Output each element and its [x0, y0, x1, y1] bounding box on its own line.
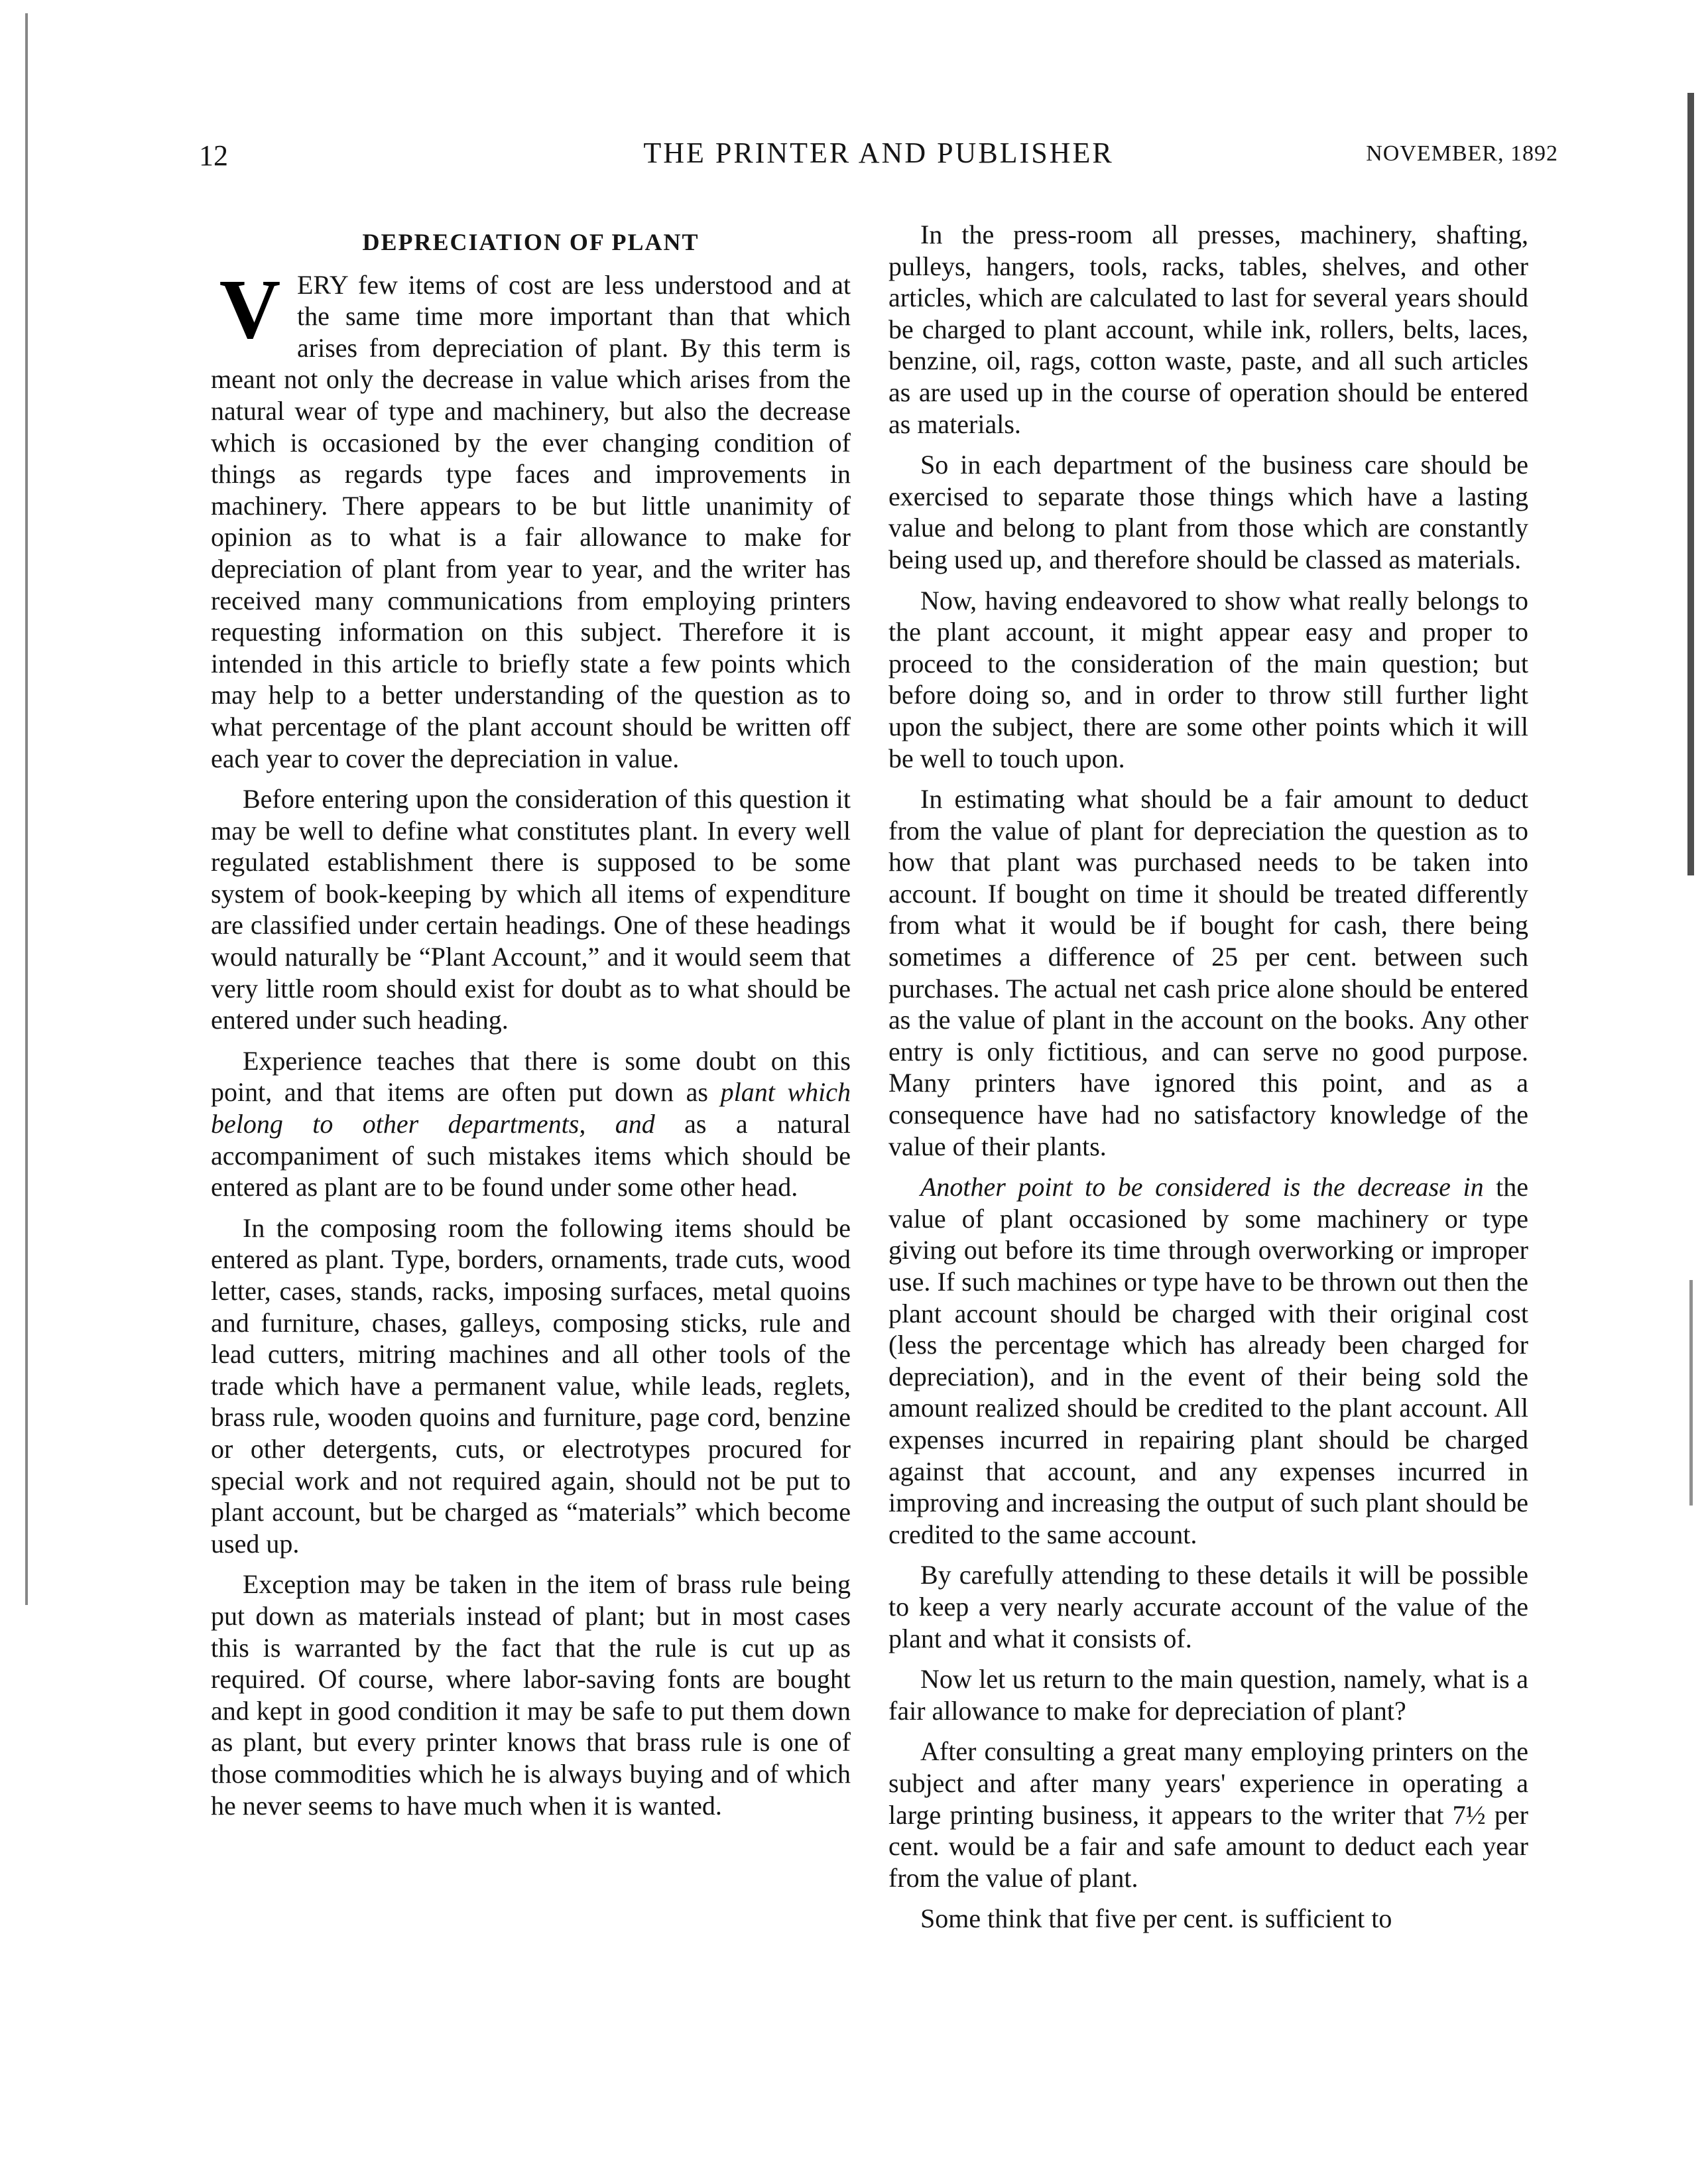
scan-edge-right-lower: [1689, 1280, 1693, 1506]
drop-cap-ornament: V: [219, 261, 281, 356]
paragraph: Now let us return to the main question, namely, what is a fair allowance to make for depreciation of plant?: [888, 1664, 1528, 1726]
paragraph: Before entering upon the consideration of this question it may be well to define what constitutes plant. In every well regulated establishment there is supposed to be some system of book-keeping by which all items of expenditure are classified under certain headings. One of these headings would naturally be “Plant Account,” and it would seem that very little room should exist for doubt as to what should be entered under such heading.: [211, 784, 851, 1035]
scan-edge-left: [25, 13, 28, 1605]
paragraph: [211, 261, 851, 775]
italic-text: plant which belong to other departments, and: [211, 1077, 851, 1139]
paragraph-text: the value of plant occasioned by some machinery or type giving out before its time through overworking or improper use. If such machines or type have to be thrown out then the plant account should be charged with their original cost (less the percentage which has already been charged for depreciation), and in the event of their being sold the amount realized should be credited to the plant account. All expenses incurred in repairing plant should be charged against that account, and any expenses incurred in improving and increasing the output of such plant should be credited to the same account.: [888, 1172, 1529, 1549]
paragraph-text: Experience teaches that there is some doubt on this point, and that items are often put down as: [211, 1045, 851, 1108]
scan-edge-right: [1687, 93, 1694, 875]
paragraph: So in each department of the business care should be exercised to separate those things which have a lasting value and belong to plant from those which are constantly being used up, and therefore should be classed as materials.: [888, 450, 1528, 574]
paragraph: In the composing room the following items should be entered as plant. Type, borders, ornaments, trade cuts, wood letter, cases, stands, racks, imposing surfaces, metal quoins and furniture, chases, galleys, composing sticks, rule and lead cutters, mitring machines and all other tools of the trade which have a permanent value, while leads, reglets, brass rule, wooden quoins and furniture, page cord, benzine or other detergents, cuts, or electrotypes procured for special work and not required again, should not be put to plant account, but be charged as “materials” which become used up.: [211, 1212, 851, 1559]
paragraph: [888, 1171, 1528, 1550]
paragraph: Now, having endeavored to show what really belongs to the plant account, it might appear easy and proper to proceed to the consideration of the main question; but before doing so, and in order to throw still further light upon the subject, there are some other points which it will be well to touch upon.: [888, 585, 1528, 773]
paragraph-text: ERY few items of cost are less understood and at the same time more important than that which arises from depreciation of plant. By this term is meant not only the decrease in value which arises from the natural wear of type and machinery, but also the decrease which is occasioned by the ever changing condition of things as regards type faces and improvements in machinery. There appears to be but little unanimity of opinion as to what is a fair allowance to make for depreciation of plant from year to year, and the writer has received many communications from employing printers requesting information on this subject. Therefore it is intended in this article to briefly state a few points which may help to a better understanding of the question as to what percentage of the plant account should be written off each year to cover the depreciation in value.: [211, 269, 851, 773]
left-column: [211, 219, 851, 1830]
page-number: 12: [199, 139, 228, 172]
issue-date: NOVEMBER, 1892: [1366, 141, 1558, 166]
right-column: [888, 219, 1528, 1944]
article-title: DEPRECIATION OF PLANT: [362, 229, 700, 255]
paragraph: Some think that five per cent. is sufficient to: [920, 1903, 1392, 1934]
journal-title: THE PRINTER AND PUBLISHER: [643, 137, 1114, 169]
paragraph: In the press-room all presses, machinery, shafting, pulleys, hangers, tools, racks, tables, shelves, and other articles, which are calculated to last for several years should be charged to plant account, while ink, rollers, belts, laces, benzine, oil, rags, cotton waste, paste, and all such articles as are used up in the course of operation should be entered as materials.: [888, 220, 1528, 439]
paragraph: In estimating what should be a fair amount to deduct from the value of plant for depreciation the question as to how that plant was purchased needs to be taken into account. If bought on time it should be treated differently from what it would be if bought for cash, there being sometimes a difference of 25 per cent. between such purchases. The actual net cash price alone should be entered as the value of plant in the account on the books. Any other entry is only fictitious, and can serve no good purpose. Many printers have ignored this point, and as a consequence have had no satisfactory knowledge of the value of their plants.: [888, 784, 1528, 1161]
italic-text: Another point to be considered is the decrease in: [920, 1172, 1484, 1202]
running-head: [199, 136, 1558, 182]
paragraph-text: as a natural accompaniment of such mistakes items which should be entered as plant are to be found under some other head.: [211, 1109, 851, 1202]
paragraph: By carefully attending to these details it will be possible to keep a very nearly accurate account of the value of the plant and what it consists of.: [888, 1560, 1528, 1653]
paragraph: Exception may be taken in the item of brass rule being put down as materials instead of plant; but in most cases this is warranted by the fact that the rule is cut up as required. Of course, where labor-saving fonts are bought and kept in good condition it may be safe to put them down as plant, but every printer knows that brass rule is one of those commodities which he is always buying and of which he never seems to have much when it is wanted.: [211, 1569, 851, 1821]
paragraph: After consulting a great many employing printers on the subject and after many years' experience in operating a large printing business, it appears to the writer that 7½ per cent. would be a fair and safe amount to deduct each year from the value of plant.: [888, 1736, 1528, 1893]
paragraph: [211, 1045, 851, 1203]
